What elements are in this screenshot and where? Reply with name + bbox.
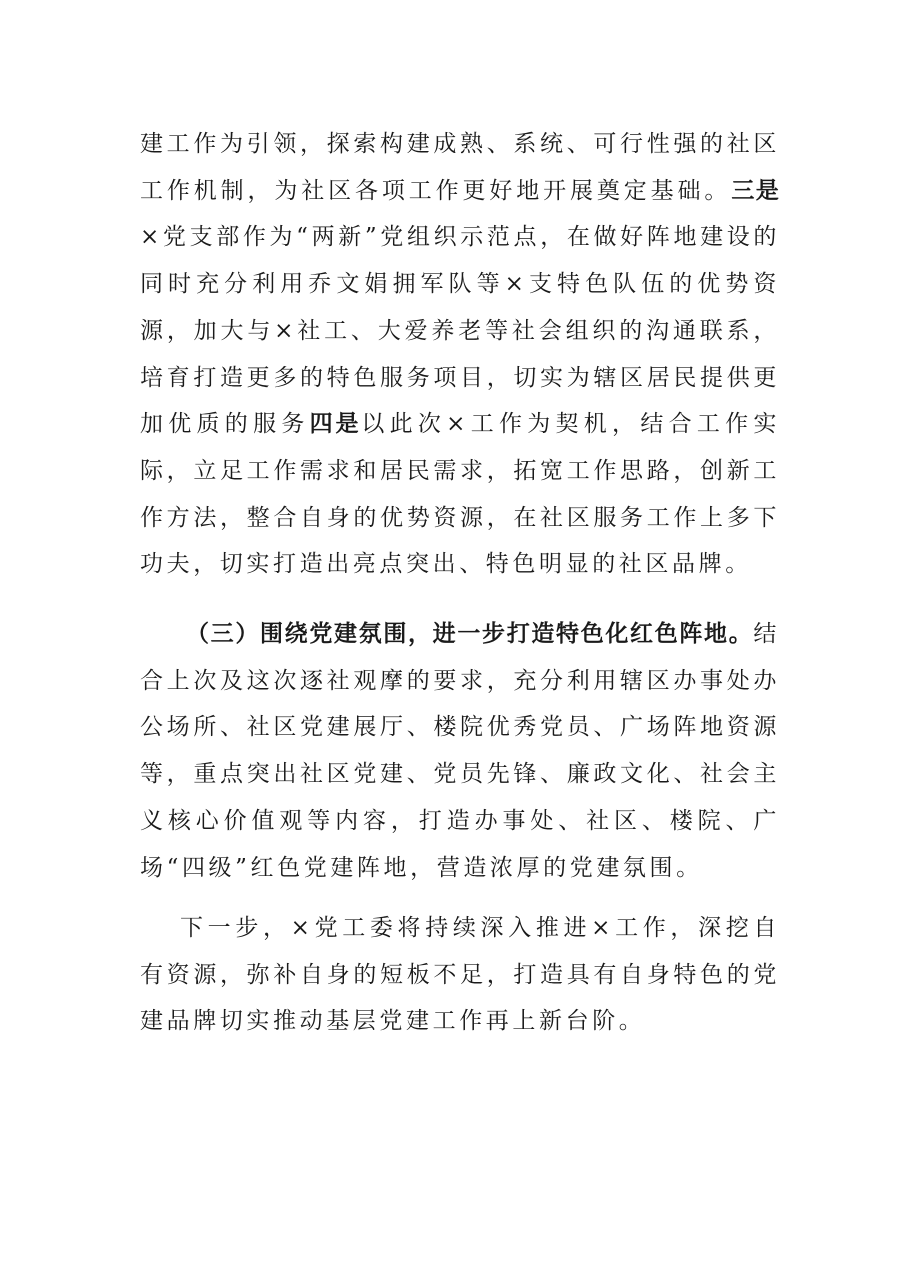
section-heading: （三）围绕党建氛围，进一步打造特色化红色阵地。 (186, 620, 754, 647)
paragraph-text: 以此次×工作为契机，结合工作实际，立足工作需求和居民需求，拓宽工作思路，创新工作方法，整合自身的优势资源，在社区服务工作上多下功夫，切实打造出亮点突出、特色明显的社区品牌。 (140, 411, 781, 578)
point-three-label: 三是 (731, 176, 780, 204)
paragraph-text: 结合上次及这次逐社观摩的要求，充分利用辖区办事处办公场所、社区党建展厅、楼院优秀党员、广场阵地资源等，重点突出社区党建、党员先锋、廉政文化、社会主义核心价值观等内容，打造办事处、社区、楼院、广场“四级”红色党建阵地，营造浓厚的党建氛围。 (140, 621, 780, 881)
paragraph-next-step (140, 905, 780, 1045)
paragraph-party-atmosphere (140, 611, 780, 891)
paragraph-text: 下一步，×党工委将持续深入推进×工作，深挖自有资源，弥补自身的短板不足，打造具有自身特色的党建品牌切实推动基层党建工作再上新台阶。 (140, 915, 780, 1035)
point-four-label: 四是 (309, 410, 362, 438)
paragraph-text: 建工作为引领，探索构建成熟、系统、可行性强的社区工作机制，为社区各项工作更好地开展奠定基础。 (140, 131, 780, 204)
paragraph-community-work (140, 121, 780, 588)
paragraph-text: ×党支部作为“两新”党组织示范点，在做好阵地建设的同时充分利用乔文娟拥军队等×支特色队伍的优势资源，加大与×社工、大爱养老等社会组织的沟通联系，培育打造更多的特色服务项目，切实为辖区居民提供更加优质的服务 (140, 224, 780, 438)
